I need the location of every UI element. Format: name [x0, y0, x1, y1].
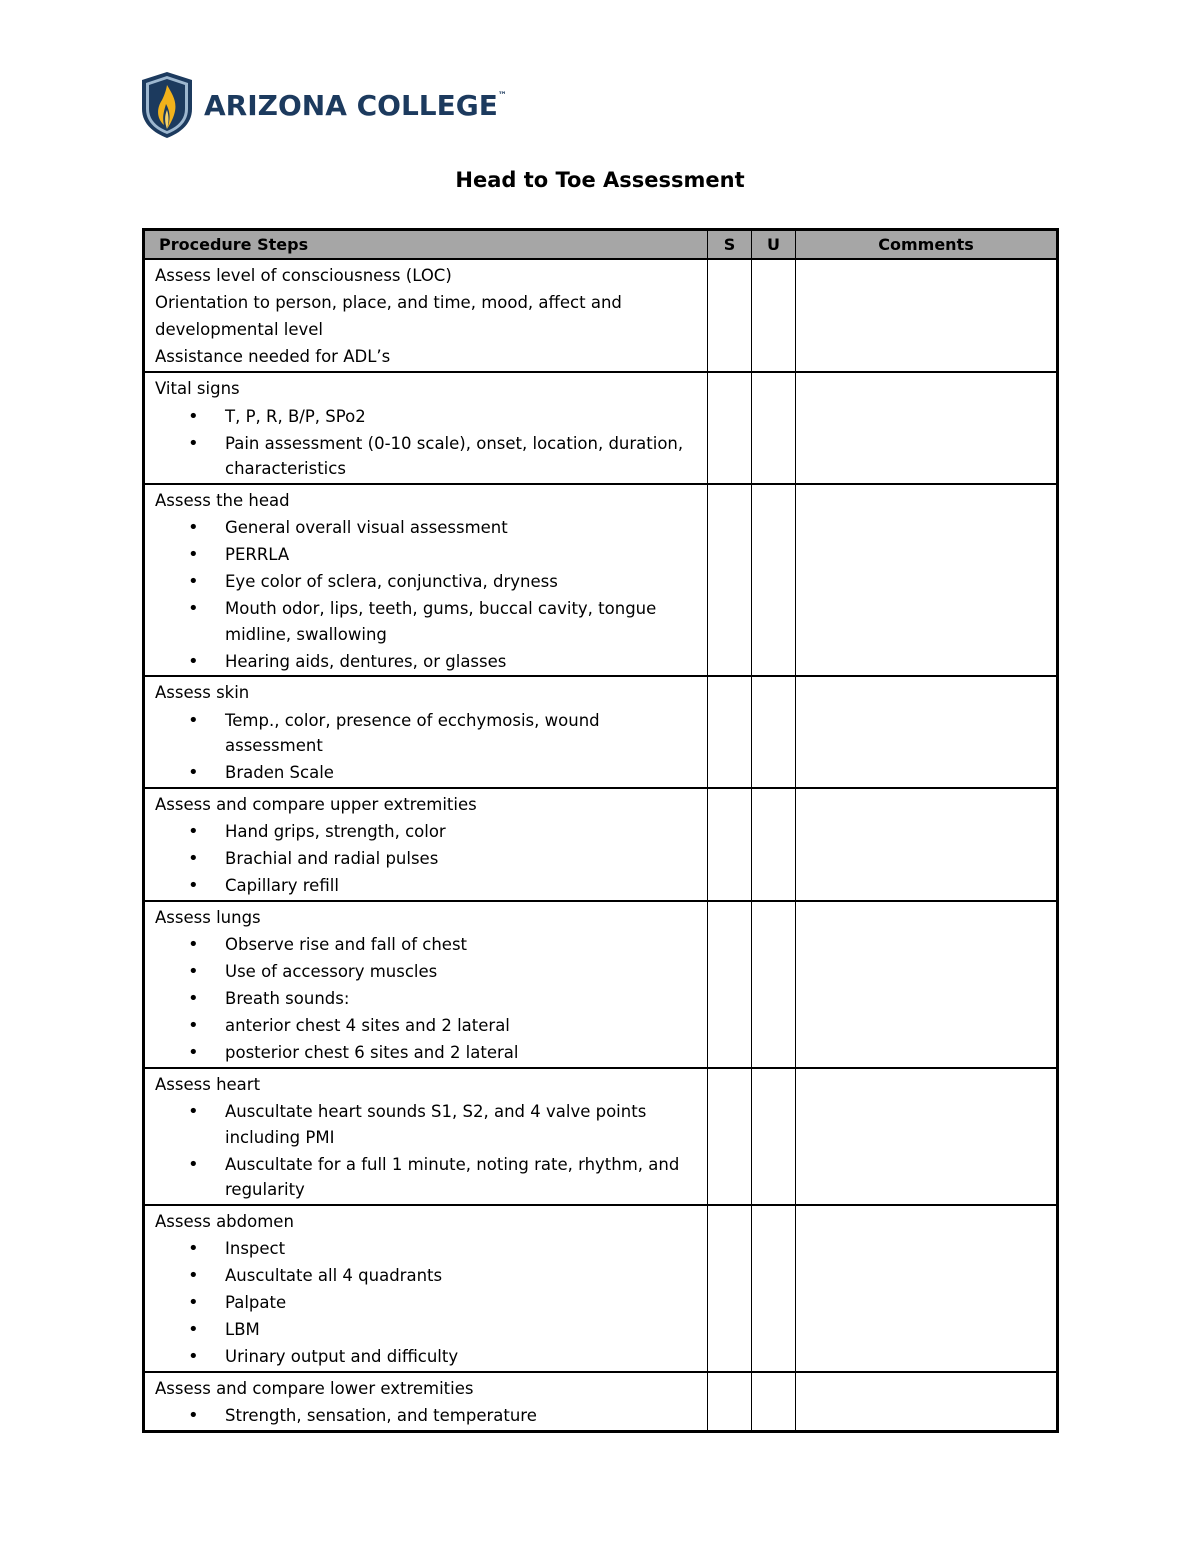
table-row	[144, 901, 1058, 1068]
list-item: • General overall visual assessment	[155, 515, 701, 541]
s-check-cell[interactable]	[708, 1205, 752, 1372]
procedure-step-cell	[144, 901, 708, 1068]
step-heading: Assess heart	[155, 1074, 261, 1094]
procedure-step-cell	[144, 1068, 708, 1205]
table-row	[144, 372, 1058, 484]
step-detail: Assistance needed for ADL’s	[155, 347, 391, 366]
s-check-cell[interactable]	[708, 1372, 752, 1432]
arizona-college-logo	[140, 70, 507, 140]
step-bullet-list	[155, 515, 701, 674]
list-item: • Pain assessment (0-10 scale), onset, location, duration, characteristics	[155, 431, 701, 482]
list-item: • Auscultate for a full 1 minute, noting rate, rhythm, and regularity	[155, 1152, 701, 1203]
logo-wordmark: ARIZONA COLLEGE™	[204, 88, 507, 122]
page-title: Head to Toe Assessment	[455, 168, 745, 192]
comments-cell[interactable]	[796, 1372, 1058, 1432]
procedure-step-cell	[144, 259, 708, 372]
u-check-cell[interactable]	[752, 484, 796, 677]
u-check-cell[interactable]	[752, 259, 796, 372]
procedure-checklist-table	[142, 228, 1059, 1433]
step-bullet-list	[155, 404, 701, 482]
step-heading: Assess and compare lower extremities	[155, 1378, 474, 1398]
list-item: • Mouth odor, lips, teeth, gums, buccal cavity, tongue midline, swallowing	[155, 596, 701, 647]
step-heading: Assess and compare upper extremities	[155, 794, 477, 814]
list-item: • Hand grips, strength, color	[155, 819, 701, 845]
list-item: • Palpate	[155, 1290, 701, 1316]
step-heading: Assess lungs	[155, 907, 261, 927]
list-item: • PERRLA	[155, 542, 701, 568]
shield-flame-icon	[140, 71, 194, 139]
procedure-step-cell	[144, 1205, 708, 1372]
list-item: • Braden Scale	[155, 760, 701, 786]
table-row	[144, 484, 1058, 677]
u-check-cell[interactable]	[752, 788, 796, 901]
table-header-row	[144, 230, 1058, 260]
procedure-step-cell	[144, 372, 708, 484]
table-row	[144, 1205, 1058, 1372]
u-check-cell[interactable]	[752, 372, 796, 484]
procedure-step-cell	[144, 788, 708, 901]
list-item: • Brachial and radial pulses	[155, 846, 701, 872]
step-heading: Assess the head	[155, 490, 290, 510]
list-item: • LBM	[155, 1317, 701, 1343]
table-row	[144, 676, 1058, 788]
list-item: • Urinary output and difficulty	[155, 1344, 701, 1370]
step-bullet-list	[155, 1236, 701, 1370]
list-item: • Temp., color, presence of ecchymosis, wound assessment	[155, 708, 701, 759]
u-check-cell[interactable]	[752, 1372, 796, 1432]
step-bullet-list	[155, 819, 701, 899]
procedure-step-cell	[144, 676, 708, 788]
procedure-step-cell	[144, 484, 708, 677]
list-item: • Breath sounds:	[155, 986, 701, 1012]
list-item: • Auscultate all 4 quadrants	[155, 1263, 701, 1289]
u-check-cell[interactable]	[752, 1068, 796, 1205]
s-check-cell[interactable]	[708, 484, 752, 677]
step-bullet-list	[155, 1099, 701, 1203]
header-s: S	[708, 230, 752, 260]
comments-cell[interactable]	[796, 1205, 1058, 1372]
list-item: • Eye color of sclera, conjunctiva, dryness	[155, 569, 701, 595]
step-bullet-list	[155, 708, 701, 786]
list-item: • Hearing aids, dentures, or glasses	[155, 649, 701, 675]
list-item: • Inspect	[155, 1236, 701, 1262]
step-bullet-list	[155, 932, 701, 1066]
u-check-cell[interactable]	[752, 676, 796, 788]
list-item: • Strength, sensation, and temperature	[155, 1403, 701, 1429]
step-heading: Assess skin	[155, 683, 250, 702]
s-check-cell[interactable]	[708, 259, 752, 372]
comments-cell[interactable]	[796, 788, 1058, 901]
u-check-cell[interactable]	[752, 901, 796, 1068]
step-detail: Orientation to person, place, and time, mood, affect and developmental level	[155, 293, 622, 339]
table-row	[144, 259, 1058, 372]
list-item: • Auscultate heart sounds S1, S2, and 4 valve points including PMI	[155, 1099, 701, 1150]
table-row	[144, 788, 1058, 901]
header-comments: Comments	[796, 230, 1058, 260]
comments-cell[interactable]	[796, 901, 1058, 1068]
s-check-cell[interactable]	[708, 372, 752, 484]
list-item: • T, P, R, B/P, SPo2	[155, 404, 701, 430]
step-heading: Assess abdomen	[155, 1211, 294, 1231]
list-item: • Observe rise and fall of chest	[155, 932, 701, 958]
u-check-cell[interactable]	[752, 1205, 796, 1372]
step-heading: Vital signs	[155, 379, 240, 398]
step-bullet-list	[155, 1403, 701, 1429]
procedure-step-cell	[144, 1372, 708, 1432]
list-item: • Capillary refill	[155, 873, 701, 899]
list-item: • posterior chest 6 sites and 2 lateral	[155, 1040, 701, 1066]
list-item: • Use of accessory muscles	[155, 959, 701, 985]
comments-cell[interactable]	[796, 484, 1058, 677]
s-check-cell[interactable]	[708, 676, 752, 788]
s-check-cell[interactable]	[708, 901, 752, 1068]
comments-cell[interactable]	[796, 259, 1058, 372]
comments-cell[interactable]	[796, 1068, 1058, 1205]
s-check-cell[interactable]	[708, 788, 752, 901]
step-heading: Assess level of consciousness (LOC)	[155, 266, 452, 285]
list-item: • anterior chest 4 sites and 2 lateral	[155, 1013, 701, 1039]
header-procedure-steps: Procedure Steps	[144, 230, 708, 260]
s-check-cell[interactable]	[708, 1068, 752, 1205]
table-row	[144, 1068, 1058, 1205]
table-row	[144, 1372, 1058, 1432]
header-u: U	[752, 230, 796, 260]
comments-cell[interactable]	[796, 372, 1058, 484]
table-body	[144, 259, 1058, 1431]
comments-cell[interactable]	[796, 676, 1058, 788]
